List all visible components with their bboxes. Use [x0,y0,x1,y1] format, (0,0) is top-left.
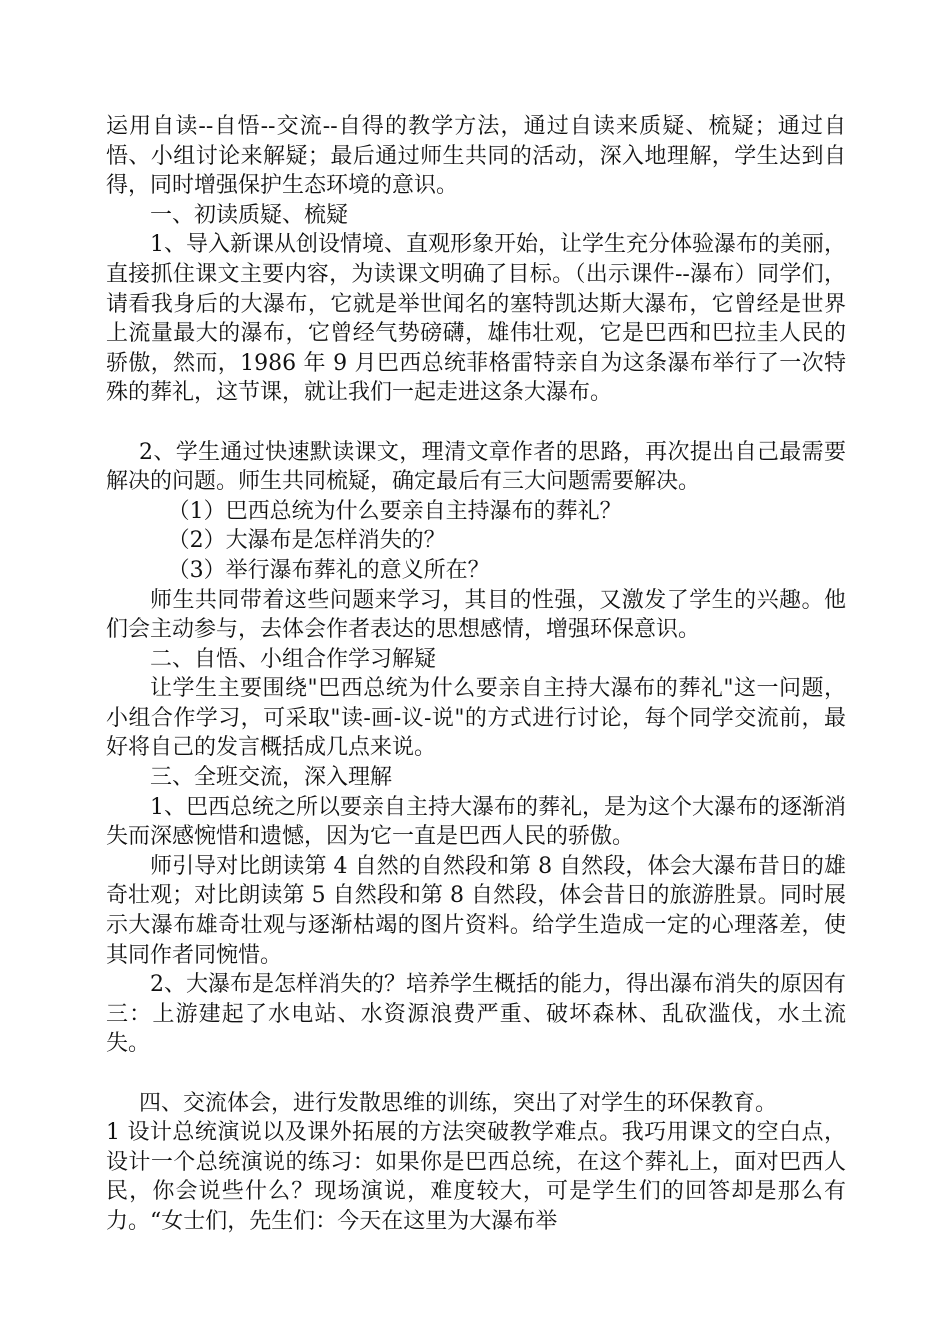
section-heading-1: 一、初读质疑、梳疑 [150,202,349,228]
document-page [106,112,846,1237]
paragraph-group-study: 让学生主要围绕"巴西总统为什么要亲自主持大瀑布的葬礼"这一问题，小组合作学习，可采取"读-画-议-说"的方式进行讨论，每个同学交流前，最好将自己的发言概括成几点来说。 [106,676,846,761]
blank-line [106,408,846,438]
paragraph-president-speech: 1 设计总统演说以及课外拓展的方法突破教学难点。我巧用课文的空白点，设计一个总统演说的练习：如果你是巴西总统，在这个葬礼上，面对巴西人民，你会说些什么？现场演说，难度较大，可是学生们的回答却是那么有力。“女士们，先生们：今天在这里为大瀑布举 [106,1120,846,1234]
paragraph-study-purpose: 师生共同带着这些问题来学习，其目的性强，又激发了学生的兴趣。他们会主动参与，去体会作者表达的思想感情，增强环保意识。 [106,587,846,643]
blank-line [106,1059,846,1089]
paragraph-compare-reading: 师引导对比朗读第 4 自然的自然段和第 8 自然段，体会大瀑布昔日的雄奇壮观；对比朗读第 5 自然段和第 8 自然段，体会昔日的旅游胜景。同时展示大瀑布雄奇壮观与逐渐枯竭的图片资料。给学生造成一定的心理落差，使其同作者同惋惜。 [106,853,846,968]
question-item-3: （3）举行瀑布葬礼的意义所在？ [167,557,490,583]
section-heading-2: 二、自悟、小组合作学习解疑 [150,646,437,672]
paragraph-disappearance-causes: 2、大瀑布是怎样消失的？培养学生概括的能力，得出瀑布消失的原因有三：上游建起了水电站、水资源浪费严重、破坏森林、乱砍滥伐，水土流失。 [106,972,846,1057]
paragraph-intro-lesson: 1、导入新课从创设情境、直观形象开始，让学生充分体验瀑布的美丽，直接抓住课文主要内容，为读课文明确了目标。（出示课件--瀑布）同学们，请看我身后的大瀑布，它就是举世闻名的塞特凯达斯大瀑布，它曾经是世界上流量最大的瀑布，它曾经气势磅礴，雄伟壮观，它是巴西和巴拉圭人民的骄傲，然而，1986 年 9 月巴西总统菲格雷特亲自为这条瀑布举行了一次特殊的葬礼，这节课，就让我们一起走进这条大瀑布。 [106,232,846,406]
paragraph-president-reason: 1、巴西总统之所以要亲自主持大瀑布的葬礼，是为这个大瀑布的逐渐消失而深感惋惜和遗憾，因为它一直是巴西人民的骄傲。 [106,794,846,850]
section-heading-3: 三、全班交流，深入理解 [150,765,393,791]
question-item-2: （2）大瀑布是怎样消失的？ [167,528,446,554]
intro-paragraph: 运用自读--自悟--交流--自得的教学方法，通过自读来质疑、梳疑；通过自悟、小组讨论来解疑；最后通过师生共同的活动，深入地理解，学生达到自得，同时增强保护生态环境的意识。 [106,114,846,199]
paragraph-quick-reading: 2、学生通过快速默读课文，理清文章作者的思路，再次提出自己最需要解决的问题。师生共同梳疑，确定最后有三大问题需要解决。 [106,439,846,495]
question-item-1: （1）巴西总统为什么要亲自主持瀑布的葬礼？ [167,498,622,524]
section-heading-4: 四、交流体会，进行发散思维的训练，突出了对学生的环保教育。 [139,1090,778,1116]
